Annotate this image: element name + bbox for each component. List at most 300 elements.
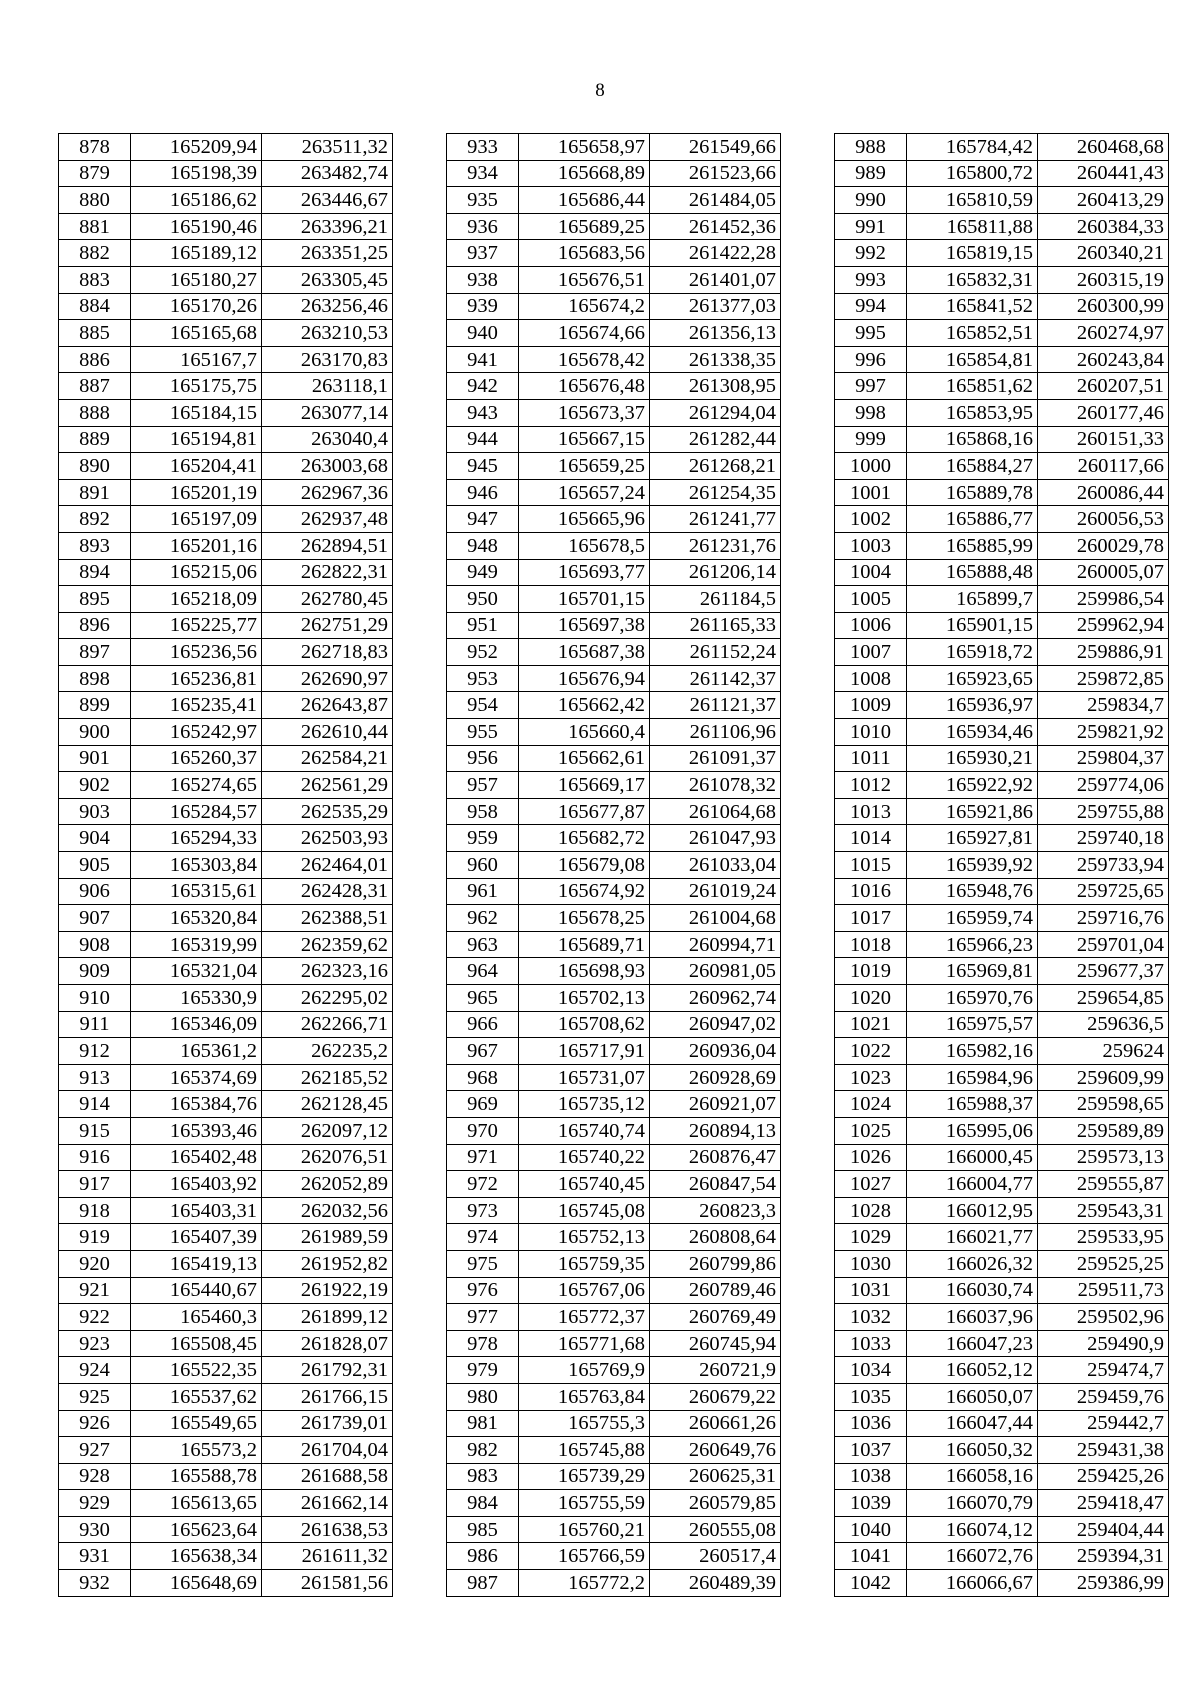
- table-row: [447, 905, 781, 932]
- point-number-cell: 910: [59, 985, 131, 1012]
- y-coordinate-cell: 261792,31: [262, 1357, 393, 1384]
- point-number-cell: 951: [447, 612, 519, 639]
- table-row: [59, 266, 393, 293]
- y-coordinate-cell: 260799,86: [650, 1250, 781, 1277]
- x-coordinate-cell: 165315,61: [131, 878, 262, 905]
- x-coordinate-cell: 165374,69: [131, 1064, 262, 1091]
- table-row: [447, 665, 781, 692]
- table-row: [835, 1224, 1169, 1251]
- table-row: [835, 1250, 1169, 1277]
- y-coordinate-cell: 262185,52: [262, 1064, 393, 1091]
- x-coordinate-cell: 165886,77: [907, 506, 1038, 533]
- x-coordinate-cell: 165966,23: [907, 931, 1038, 958]
- x-coordinate-cell: 166050,07: [907, 1383, 1038, 1410]
- table-row: [59, 931, 393, 958]
- point-number-cell: 983: [447, 1463, 519, 1490]
- point-number-cell: 904: [59, 825, 131, 852]
- y-coordinate-cell: 262295,02: [262, 985, 393, 1012]
- y-coordinate-cell: 261047,93: [650, 825, 781, 852]
- point-number-cell: 883: [59, 266, 131, 293]
- x-coordinate-cell: 165922,92: [907, 772, 1038, 799]
- point-number-cell: 1026: [835, 1144, 907, 1171]
- y-coordinate-cell: 260745,94: [650, 1330, 781, 1357]
- table-row: [835, 293, 1169, 320]
- y-coordinate-cell: 263396,21: [262, 213, 393, 240]
- x-coordinate-cell: 165939,92: [907, 852, 1038, 879]
- point-number-cell: 918: [59, 1197, 131, 1224]
- point-number-cell: 889: [59, 426, 131, 453]
- point-number-cell: 1017: [835, 905, 907, 932]
- table-row: [835, 1463, 1169, 1490]
- x-coordinate-cell: 165440,67: [131, 1277, 262, 1304]
- y-coordinate-cell: 259624: [1038, 1038, 1169, 1065]
- table-row: [59, 586, 393, 613]
- table-row: [59, 506, 393, 533]
- y-coordinate-cell: 260340,21: [1038, 240, 1169, 267]
- x-coordinate-cell: 165658,97: [519, 134, 650, 161]
- point-number-cell: 1021: [835, 1011, 907, 1038]
- table-row: [59, 905, 393, 932]
- point-number-cell: 906: [59, 878, 131, 905]
- table-row: [59, 692, 393, 719]
- y-coordinate-cell: 259386,99: [1038, 1570, 1169, 1597]
- y-coordinate-cell: 260056,53: [1038, 506, 1169, 533]
- table-row: [447, 1304, 781, 1331]
- point-number-cell: 969: [447, 1091, 519, 1118]
- x-coordinate-cell: 166072,76: [907, 1543, 1038, 1570]
- table-row: [835, 1277, 1169, 1304]
- y-coordinate-cell: 261766,15: [262, 1383, 393, 1410]
- x-coordinate-cell: 166066,67: [907, 1570, 1038, 1597]
- point-number-cell: 1015: [835, 852, 907, 879]
- point-number-cell: 999: [835, 426, 907, 453]
- table-row: [835, 1038, 1169, 1065]
- y-coordinate-cell: 259774,06: [1038, 772, 1169, 799]
- point-number-cell: 1009: [835, 692, 907, 719]
- y-coordinate-cell: 261704,04: [262, 1437, 393, 1464]
- x-coordinate-cell: 165767,06: [519, 1277, 650, 1304]
- y-coordinate-cell: 259654,85: [1038, 985, 1169, 1012]
- table-row: [835, 160, 1169, 187]
- point-number-cell: 1039: [835, 1490, 907, 1517]
- x-coordinate-cell: 165740,45: [519, 1171, 650, 1198]
- table-row: [447, 293, 781, 320]
- table-row: [447, 213, 781, 240]
- point-number-cell: 907: [59, 905, 131, 932]
- y-coordinate-cell: 263077,14: [262, 399, 393, 426]
- table-row: [835, 213, 1169, 240]
- x-coordinate-cell: 165657,24: [519, 479, 650, 506]
- point-number-cell: 966: [447, 1011, 519, 1038]
- x-coordinate-cell: 166047,23: [907, 1330, 1038, 1357]
- x-coordinate-cell: 165346,09: [131, 1011, 262, 1038]
- point-number-cell: 1038: [835, 1463, 907, 1490]
- y-coordinate-cell: 260679,22: [650, 1383, 781, 1410]
- point-number-cell: 957: [447, 772, 519, 799]
- x-coordinate-cell: 165384,76: [131, 1091, 262, 1118]
- table-row: [835, 612, 1169, 639]
- x-coordinate-cell: 166052,12: [907, 1357, 1038, 1384]
- point-number-cell: 972: [447, 1171, 519, 1198]
- x-coordinate-cell: 165588,78: [131, 1463, 262, 1490]
- table-row: [59, 213, 393, 240]
- point-number-cell: 945: [447, 453, 519, 480]
- point-number-cell: 885: [59, 320, 131, 347]
- x-coordinate-cell: 166058,16: [907, 1463, 1038, 1490]
- y-coordinate-cell: 261078,32: [650, 772, 781, 799]
- table-row: [447, 1516, 781, 1543]
- x-coordinate-cell: 165708,62: [519, 1011, 650, 1038]
- y-coordinate-cell: 260579,85: [650, 1490, 781, 1517]
- table-row: [835, 506, 1169, 533]
- point-number-cell: 973: [447, 1197, 519, 1224]
- point-number-cell: 996: [835, 346, 907, 373]
- point-number-cell: 980: [447, 1383, 519, 1410]
- table-row: [835, 1117, 1169, 1144]
- table-row: [447, 559, 781, 586]
- x-coordinate-cell: 165674,66: [519, 320, 650, 347]
- point-number-cell: 1040: [835, 1516, 907, 1543]
- y-coordinate-cell: 259609,99: [1038, 1064, 1169, 1091]
- table-row: [447, 1277, 781, 1304]
- table-row: [59, 240, 393, 267]
- point-number-cell: 1027: [835, 1171, 907, 1198]
- table-row: [59, 665, 393, 692]
- table-row: [447, 772, 781, 799]
- y-coordinate-cell: 263305,45: [262, 266, 393, 293]
- table-row: [447, 1490, 781, 1517]
- x-coordinate-cell: 165918,72: [907, 639, 1038, 666]
- x-coordinate-cell: 165811,88: [907, 213, 1038, 240]
- x-coordinate-cell: 165921,86: [907, 798, 1038, 825]
- point-number-cell: 891: [59, 479, 131, 506]
- point-number-cell: 929: [59, 1490, 131, 1517]
- x-coordinate-cell: 165772,37: [519, 1304, 650, 1331]
- table-row: [447, 1171, 781, 1198]
- point-number-cell: 1033: [835, 1330, 907, 1357]
- table-row: [835, 134, 1169, 161]
- x-coordinate-cell: 165984,96: [907, 1064, 1038, 1091]
- table-row: [447, 1117, 781, 1144]
- y-coordinate-cell: 261523,66: [650, 160, 781, 187]
- point-number-cell: 948: [447, 532, 519, 559]
- point-number-cell: 941: [447, 346, 519, 373]
- y-coordinate-cell: 262584,21: [262, 745, 393, 772]
- x-coordinate-cell: 165678,25: [519, 905, 650, 932]
- point-number-cell: 943: [447, 399, 519, 426]
- point-number-cell: 878: [59, 134, 131, 161]
- y-coordinate-cell: 261688,58: [262, 1463, 393, 1490]
- x-coordinate-cell: 165969,81: [907, 958, 1038, 985]
- table-row: [59, 878, 393, 905]
- point-number-cell: 937: [447, 240, 519, 267]
- table-row: [447, 346, 781, 373]
- y-coordinate-cell: 260029,78: [1038, 532, 1169, 559]
- table-row: [447, 506, 781, 533]
- point-number-cell: 1032: [835, 1304, 907, 1331]
- y-coordinate-cell: 260649,76: [650, 1437, 781, 1464]
- x-coordinate-cell: 165189,12: [131, 240, 262, 267]
- y-coordinate-cell: 259511,73: [1038, 1277, 1169, 1304]
- x-coordinate-cell: 165693,77: [519, 559, 650, 586]
- point-number-cell: 1025: [835, 1117, 907, 1144]
- x-coordinate-cell: 165638,34: [131, 1543, 262, 1570]
- table-row: [59, 1516, 393, 1543]
- y-coordinate-cell: 260928,69: [650, 1064, 781, 1091]
- point-number-cell: 987: [447, 1570, 519, 1597]
- table-row: [447, 985, 781, 1012]
- y-coordinate-cell: 260555,08: [650, 1516, 781, 1543]
- point-number-cell: 924: [59, 1357, 131, 1384]
- point-number-cell: 888: [59, 399, 131, 426]
- x-coordinate-cell: 165731,07: [519, 1064, 650, 1091]
- point-number-cell: 1036: [835, 1410, 907, 1437]
- y-coordinate-cell: 261739,01: [262, 1410, 393, 1437]
- point-number-cell: 1006: [835, 612, 907, 639]
- y-coordinate-cell: 259573,13: [1038, 1144, 1169, 1171]
- x-coordinate-cell: 165687,38: [519, 639, 650, 666]
- y-coordinate-cell: 260661,26: [650, 1410, 781, 1437]
- y-coordinate-cell: 262937,48: [262, 506, 393, 533]
- x-coordinate-cell: 165321,04: [131, 958, 262, 985]
- point-number-cell: 974: [447, 1224, 519, 1251]
- table-row: [59, 1570, 393, 1597]
- point-number-cell: 1030: [835, 1250, 907, 1277]
- y-coordinate-cell: 261611,32: [262, 1543, 393, 1570]
- table-row: [835, 346, 1169, 373]
- x-coordinate-cell: 165745,08: [519, 1197, 650, 1224]
- coordinates-table-1: [58, 133, 393, 1597]
- point-number-cell: 961: [447, 878, 519, 905]
- point-number-cell: 942: [447, 373, 519, 400]
- x-coordinate-cell: 166050,32: [907, 1437, 1038, 1464]
- x-coordinate-cell: 165899,7: [907, 586, 1038, 613]
- table-row: [447, 479, 781, 506]
- x-coordinate-cell: 165674,2: [519, 293, 650, 320]
- x-coordinate-cell: 165460,3: [131, 1304, 262, 1331]
- y-coordinate-cell: 259804,37: [1038, 745, 1169, 772]
- x-coordinate-cell: 166037,96: [907, 1304, 1038, 1331]
- y-coordinate-cell: 261581,56: [262, 1570, 393, 1597]
- table-row: [835, 1570, 1169, 1597]
- x-coordinate-cell: 165995,06: [907, 1117, 1038, 1144]
- table-row: [447, 1011, 781, 1038]
- y-coordinate-cell: 261294,04: [650, 399, 781, 426]
- point-number-cell: 984: [447, 1490, 519, 1517]
- x-coordinate-cell: 166047,44: [907, 1410, 1038, 1437]
- y-coordinate-cell: 259872,85: [1038, 665, 1169, 692]
- x-coordinate-cell: 165901,15: [907, 612, 1038, 639]
- y-coordinate-cell: 260086,44: [1038, 479, 1169, 506]
- table-row: [59, 1383, 393, 1410]
- x-coordinate-cell: 165959,74: [907, 905, 1038, 932]
- table-row: [835, 772, 1169, 799]
- y-coordinate-cell: 260151,33: [1038, 426, 1169, 453]
- y-coordinate-cell: 259636,5: [1038, 1011, 1169, 1038]
- table-row: [447, 266, 781, 293]
- table-row: [59, 1304, 393, 1331]
- x-coordinate-cell: 165303,84: [131, 852, 262, 879]
- point-number-cell: 1013: [835, 798, 907, 825]
- point-number-cell: 946: [447, 479, 519, 506]
- table-row: [59, 1091, 393, 1118]
- y-coordinate-cell: 259404,44: [1038, 1516, 1169, 1543]
- point-number-cell: 979: [447, 1357, 519, 1384]
- point-number-cell: 971: [447, 1144, 519, 1171]
- table-row: [59, 134, 393, 161]
- table-row: [447, 373, 781, 400]
- table-row: [59, 1277, 393, 1304]
- table-row: [835, 1516, 1169, 1543]
- point-number-cell: 991: [835, 213, 907, 240]
- x-coordinate-cell: 165669,17: [519, 772, 650, 799]
- y-coordinate-cell: 261828,07: [262, 1330, 393, 1357]
- point-number-cell: 892: [59, 506, 131, 533]
- y-coordinate-cell: 263256,46: [262, 293, 393, 320]
- x-coordinate-cell: 165294,33: [131, 825, 262, 852]
- x-coordinate-cell: 165330,9: [131, 985, 262, 1012]
- y-coordinate-cell: 261377,03: [650, 293, 781, 320]
- y-coordinate-cell: 262076,51: [262, 1144, 393, 1171]
- x-coordinate-cell: 165930,21: [907, 745, 1038, 772]
- x-coordinate-cell: 165676,94: [519, 665, 650, 692]
- x-coordinate-cell: 165771,68: [519, 1330, 650, 1357]
- y-coordinate-cell: 261484,05: [650, 187, 781, 214]
- x-coordinate-cell: 165167,7: [131, 346, 262, 373]
- table-row: [835, 852, 1169, 879]
- point-number-cell: 1035: [835, 1383, 907, 1410]
- y-coordinate-cell: 261662,14: [262, 1490, 393, 1517]
- x-coordinate-cell: 165236,81: [131, 665, 262, 692]
- x-coordinate-cell: 165402,48: [131, 1144, 262, 1171]
- y-coordinate-cell: 262610,44: [262, 719, 393, 746]
- point-number-cell: 917: [59, 1171, 131, 1198]
- table-row: [447, 1330, 781, 1357]
- table-row: [447, 586, 781, 613]
- point-number-cell: 947: [447, 506, 519, 533]
- point-number-cell: 935: [447, 187, 519, 214]
- y-coordinate-cell: 261019,24: [650, 878, 781, 905]
- table-row: [447, 240, 781, 267]
- y-coordinate-cell: 259716,76: [1038, 905, 1169, 932]
- table-row: [447, 1038, 781, 1065]
- table-row: [835, 1197, 1169, 1224]
- point-number-cell: 1008: [835, 665, 907, 692]
- y-coordinate-cell: 263351,25: [262, 240, 393, 267]
- x-coordinate-cell: 165668,89: [519, 160, 650, 187]
- x-coordinate-cell: 165662,42: [519, 692, 650, 719]
- point-number-cell: 988: [835, 134, 907, 161]
- point-number-cell: 968: [447, 1064, 519, 1091]
- y-coordinate-cell: 262967,36: [262, 479, 393, 506]
- table-row: [59, 1250, 393, 1277]
- point-number-cell: 879: [59, 160, 131, 187]
- x-coordinate-cell: 165676,48: [519, 373, 650, 400]
- y-coordinate-cell: 260823,3: [650, 1197, 781, 1224]
- point-number-cell: 938: [447, 266, 519, 293]
- x-coordinate-cell: 165853,95: [907, 399, 1038, 426]
- y-coordinate-cell: 259459,76: [1038, 1383, 1169, 1410]
- y-coordinate-cell: 259425,26: [1038, 1463, 1169, 1490]
- table-row: [447, 426, 781, 453]
- table-row: [447, 958, 781, 985]
- x-coordinate-cell: 165678,42: [519, 346, 650, 373]
- point-number-cell: 1005: [835, 586, 907, 613]
- x-coordinate-cell: 165841,52: [907, 293, 1038, 320]
- y-coordinate-cell: 260300,99: [1038, 293, 1169, 320]
- y-coordinate-cell: 261106,96: [650, 719, 781, 746]
- table-row: [835, 1357, 1169, 1384]
- point-number-cell: 1003: [835, 532, 907, 559]
- point-number-cell: 1022: [835, 1038, 907, 1065]
- table-row: [835, 1383, 1169, 1410]
- point-number-cell: 921: [59, 1277, 131, 1304]
- y-coordinate-cell: 260005,07: [1038, 559, 1169, 586]
- x-coordinate-cell: 165260,37: [131, 745, 262, 772]
- table-row: [59, 426, 393, 453]
- table-row: [59, 852, 393, 879]
- point-number-cell: 896: [59, 612, 131, 639]
- x-coordinate-cell: 165665,96: [519, 506, 650, 533]
- x-coordinate-cell: 165667,15: [519, 426, 650, 453]
- y-coordinate-cell: 259962,94: [1038, 612, 1169, 639]
- x-coordinate-cell: 165752,13: [519, 1224, 650, 1251]
- x-coordinate-cell: 165198,39: [131, 160, 262, 187]
- y-coordinate-cell: 261401,07: [650, 266, 781, 293]
- y-coordinate-cell: 262780,45: [262, 586, 393, 613]
- point-number-cell: 913: [59, 1064, 131, 1091]
- point-number-cell: 1014: [835, 825, 907, 852]
- x-coordinate-cell: 165745,88: [519, 1437, 650, 1464]
- table-row: [447, 1463, 781, 1490]
- point-number-cell: 887: [59, 373, 131, 400]
- table-row: [59, 1011, 393, 1038]
- point-number-cell: 975: [447, 1250, 519, 1277]
- table-row: [447, 852, 781, 879]
- x-coordinate-cell: 165852,51: [907, 320, 1038, 347]
- y-coordinate-cell: 260936,04: [650, 1038, 781, 1065]
- y-coordinate-cell: 259733,94: [1038, 852, 1169, 879]
- table-row: [447, 399, 781, 426]
- table-row: [59, 719, 393, 746]
- point-number-cell: 911: [59, 1011, 131, 1038]
- table-row: [835, 559, 1169, 586]
- table-row: [59, 532, 393, 559]
- table-row: [447, 1197, 781, 1224]
- x-coordinate-cell: 165755,59: [519, 1490, 650, 1517]
- x-coordinate-cell: 165403,31: [131, 1197, 262, 1224]
- x-coordinate-cell: 165927,81: [907, 825, 1038, 852]
- y-coordinate-cell: 261338,35: [650, 346, 781, 373]
- point-number-cell: 926: [59, 1410, 131, 1437]
- table-row: [835, 745, 1169, 772]
- y-coordinate-cell: 261922,19: [262, 1277, 393, 1304]
- table-row: [835, 453, 1169, 480]
- table-row: [447, 612, 781, 639]
- x-coordinate-cell: 165885,99: [907, 532, 1038, 559]
- x-coordinate-cell: 165209,94: [131, 134, 262, 161]
- y-coordinate-cell: 260808,64: [650, 1224, 781, 1251]
- y-coordinate-cell: 261142,37: [650, 665, 781, 692]
- y-coordinate-cell: 262235,2: [262, 1038, 393, 1065]
- x-coordinate-cell: 165769,9: [519, 1357, 650, 1384]
- y-coordinate-cell: 260876,47: [650, 1144, 781, 1171]
- point-number-cell: 1034: [835, 1357, 907, 1384]
- y-coordinate-cell: 259755,88: [1038, 798, 1169, 825]
- table-row: [447, 719, 781, 746]
- y-coordinate-cell: 261989,59: [262, 1224, 393, 1251]
- point-number-cell: 895: [59, 586, 131, 613]
